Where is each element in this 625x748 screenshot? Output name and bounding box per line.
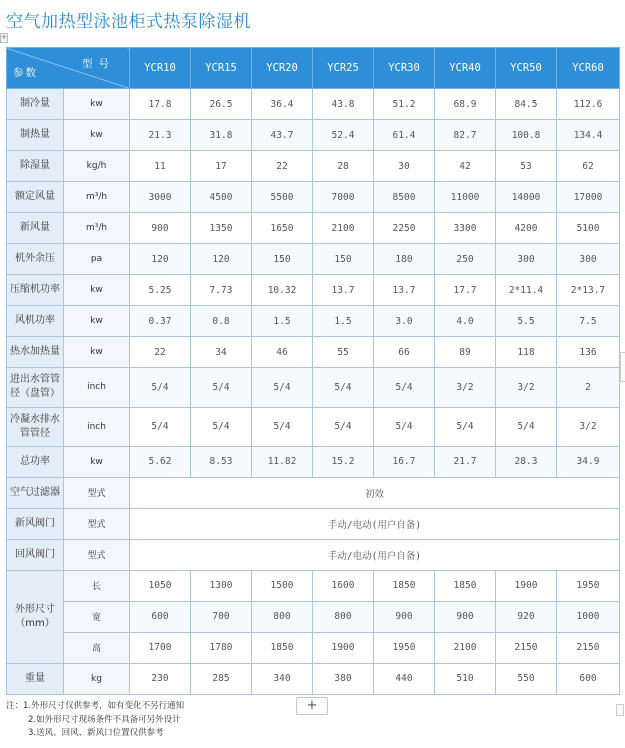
weight-row bbox=[7, 663, 620, 694]
value-cell: 1950 bbox=[374, 632, 435, 663]
model-header-cell: YCR40 bbox=[435, 48, 496, 89]
unit-cell: kw bbox=[64, 120, 130, 151]
value-cell: 2100 bbox=[313, 213, 374, 244]
unit-cell: pa bbox=[64, 244, 130, 275]
param-name-cell: 额定风量 bbox=[7, 182, 64, 213]
unit-cell: kw bbox=[64, 275, 130, 306]
value-cell: 5/4 bbox=[130, 407, 191, 446]
value-cell: 14000 bbox=[496, 182, 557, 213]
span-row bbox=[7, 539, 620, 570]
value-cell: 3.0 bbox=[374, 306, 435, 337]
value-cell: 1.5 bbox=[313, 306, 374, 337]
spanned-value-cell: 手动/电动(用户自备) bbox=[130, 539, 620, 570]
value-cell: 5/4 bbox=[130, 368, 191, 407]
value-cell: 1850 bbox=[374, 570, 435, 601]
value-cell: 180 bbox=[374, 244, 435, 275]
value-cell: 8500 bbox=[374, 182, 435, 213]
table-row bbox=[7, 407, 620, 446]
table-row bbox=[7, 213, 620, 244]
model-header-cell: YCR20 bbox=[252, 48, 313, 89]
value-cell: 134.4 bbox=[557, 120, 620, 151]
note-1: 注：1.外形尺寸仅供参考，如有变化不另行通知 bbox=[6, 701, 185, 711]
table-header-row bbox=[7, 48, 620, 89]
value-cell: 700 bbox=[191, 601, 252, 632]
value-cell: 3/2 bbox=[557, 407, 620, 446]
value-cell: 1700 bbox=[130, 632, 191, 663]
table-row bbox=[7, 89, 620, 120]
value-cell: 61.4 bbox=[374, 120, 435, 151]
unit-cell: inch bbox=[64, 368, 130, 407]
value-cell: 5.62 bbox=[130, 446, 191, 477]
value-cell: 5100 bbox=[557, 213, 620, 244]
value-cell: 1780 bbox=[191, 632, 252, 663]
value-cell: 2*13.7 bbox=[557, 275, 620, 306]
value-cell: 17.7 bbox=[435, 275, 496, 306]
value-cell: 7.73 bbox=[191, 275, 252, 306]
param-name-cell: 进出水管管径（盘管） bbox=[7, 368, 64, 407]
param-name-cell: 热水加热量 bbox=[7, 337, 64, 368]
note-2: 2.如外形尺寸现场条件不具备可另外设计 bbox=[28, 714, 181, 725]
param-name-cell: 总功率 bbox=[7, 446, 64, 477]
value-cell: 150 bbox=[313, 244, 374, 275]
model-header-cell: YCR25 bbox=[313, 48, 374, 89]
value-cell: 100.8 bbox=[496, 120, 557, 151]
spanned-value-cell: 初效 bbox=[130, 477, 620, 508]
value-cell: 1350 bbox=[191, 213, 252, 244]
value-cell: 13.7 bbox=[313, 275, 374, 306]
value-cell: 300 bbox=[496, 244, 557, 275]
value-cell: 3/2 bbox=[496, 368, 557, 407]
value-cell: 1300 bbox=[191, 570, 252, 601]
model-header-cell: YCR30 bbox=[374, 48, 435, 89]
unit-cell: m³/h bbox=[64, 213, 130, 244]
param-name-cell: 重量 bbox=[7, 663, 64, 694]
unit-cell: 宽 bbox=[64, 601, 130, 632]
value-cell: 440 bbox=[374, 663, 435, 694]
unit-cell: kw bbox=[64, 306, 130, 337]
param-name-cell: 冷凝水排水管管径 bbox=[7, 407, 64, 446]
value-cell: 600 bbox=[557, 663, 620, 694]
value-cell: 17.8 bbox=[130, 89, 191, 120]
value-cell: 230 bbox=[130, 663, 191, 694]
value-cell: 46 bbox=[252, 337, 313, 368]
value-cell: 89 bbox=[435, 337, 496, 368]
table-row bbox=[7, 275, 620, 306]
value-cell: 11 bbox=[130, 151, 191, 182]
value-cell: 150 bbox=[252, 244, 313, 275]
value-cell: 800 bbox=[313, 601, 374, 632]
value-cell: 1900 bbox=[496, 570, 557, 601]
notes bbox=[6, 700, 184, 741]
value-cell: 2150 bbox=[496, 632, 557, 663]
value-cell: 0.37 bbox=[130, 306, 191, 337]
value-cell: 1.5 bbox=[252, 306, 313, 337]
value-cell: 5.25 bbox=[130, 275, 191, 306]
value-cell: 4.0 bbox=[435, 306, 496, 337]
value-cell: 2 bbox=[557, 368, 620, 407]
value-cell: 380 bbox=[313, 663, 374, 694]
value-cell: 53 bbox=[496, 151, 557, 182]
note-3: 3.送风、回风、新风口位置仅供参考 bbox=[28, 728, 164, 738]
unit-cell: 型式 bbox=[64, 508, 130, 539]
value-cell: 5/4 bbox=[252, 407, 313, 446]
value-cell: 42 bbox=[435, 151, 496, 182]
spec-table bbox=[6, 47, 620, 695]
value-cell: 120 bbox=[130, 244, 191, 275]
value-cell: 3000 bbox=[130, 182, 191, 213]
value-cell: 8.53 bbox=[191, 446, 252, 477]
unit-cell: kg bbox=[64, 663, 130, 694]
value-cell: 1650 bbox=[252, 213, 313, 244]
table-row bbox=[7, 120, 620, 151]
value-cell: 84.5 bbox=[496, 89, 557, 120]
value-cell: 1950 bbox=[557, 570, 620, 601]
unit-cell: kg/h bbox=[64, 151, 130, 182]
param-name-cell: 制热量 bbox=[7, 120, 64, 151]
value-cell: 11.82 bbox=[252, 446, 313, 477]
spanned-value-cell: 手动/电动(用户自备) bbox=[130, 508, 620, 539]
value-cell: 5/4 bbox=[496, 407, 557, 446]
value-cell: 2250 bbox=[374, 213, 435, 244]
param-name-cell: 机外余压 bbox=[7, 244, 64, 275]
value-cell: 31.8 bbox=[191, 120, 252, 151]
unit-cell: kw bbox=[64, 337, 130, 368]
value-cell: 5.5 bbox=[496, 306, 557, 337]
value-cell: 340 bbox=[252, 663, 313, 694]
value-cell: 52.4 bbox=[313, 120, 374, 151]
model-header-cell: YCR50 bbox=[496, 48, 557, 89]
value-cell: 5/4 bbox=[191, 368, 252, 407]
model-label: 型号 bbox=[82, 58, 115, 70]
value-cell: 13.7 bbox=[374, 275, 435, 306]
table-row bbox=[7, 151, 620, 182]
value-cell: 34.9 bbox=[557, 446, 620, 477]
value-cell: 112.6 bbox=[557, 89, 620, 120]
value-cell: 51.2 bbox=[374, 89, 435, 120]
value-cell: 55 bbox=[313, 337, 374, 368]
value-cell: 5/4 bbox=[435, 407, 496, 446]
value-cell: 5/4 bbox=[252, 368, 313, 407]
value-cell: 285 bbox=[191, 663, 252, 694]
value-cell: 2*11.4 bbox=[496, 275, 557, 306]
value-cell: 1000 bbox=[557, 601, 620, 632]
param-label: 参数 bbox=[13, 67, 38, 80]
value-cell: 62 bbox=[557, 151, 620, 182]
expand-corner-button[interactable]: + bbox=[1, 33, 7, 41]
value-cell: 1500 bbox=[252, 570, 313, 601]
table-row bbox=[7, 337, 620, 368]
value-cell: 36.4 bbox=[252, 89, 313, 120]
value-cell: 11000 bbox=[435, 182, 496, 213]
value-cell: 43.8 bbox=[313, 89, 374, 120]
value-cell: 4200 bbox=[496, 213, 557, 244]
unit-cell: m³/h bbox=[64, 182, 130, 213]
table-row bbox=[7, 244, 620, 275]
value-cell: 5/4 bbox=[374, 407, 435, 446]
value-cell: 1850 bbox=[252, 632, 313, 663]
value-cell: 28.3 bbox=[496, 446, 557, 477]
unit-cell: kw bbox=[64, 89, 130, 120]
value-cell: 82.7 bbox=[435, 120, 496, 151]
value-cell: 920 bbox=[496, 601, 557, 632]
value-cell: 900 bbox=[130, 213, 191, 244]
value-cell: 136 bbox=[557, 337, 620, 368]
value-cell: 4500 bbox=[191, 182, 252, 213]
param-name-cell: 新风阀门 bbox=[7, 508, 64, 539]
value-cell: 900 bbox=[435, 601, 496, 632]
value-cell: 66 bbox=[374, 337, 435, 368]
value-cell: 34 bbox=[191, 337, 252, 368]
value-cell: 0.8 bbox=[191, 306, 252, 337]
value-cell: 5/4 bbox=[374, 368, 435, 407]
model-header-cell: YCR15 bbox=[191, 48, 252, 89]
model-header-cell: YCR60 bbox=[557, 48, 620, 89]
add-button[interactable]: + bbox=[296, 697, 328, 715]
value-cell: 5500 bbox=[252, 182, 313, 213]
unit-cell: 型式 bbox=[64, 539, 130, 570]
value-cell: 800 bbox=[252, 601, 313, 632]
unit-cell: kw bbox=[64, 446, 130, 477]
value-cell: 28 bbox=[313, 151, 374, 182]
value-cell: 2150 bbox=[557, 632, 620, 663]
unit-cell: inch bbox=[64, 407, 130, 446]
unit-cell: 长 bbox=[64, 570, 130, 601]
value-cell: 17 bbox=[191, 151, 252, 182]
param-name-cell: 压缩机功率 bbox=[7, 275, 64, 306]
table-row bbox=[7, 368, 620, 407]
value-cell: 30 bbox=[374, 151, 435, 182]
value-cell: 550 bbox=[496, 663, 557, 694]
value-cell: 1050 bbox=[130, 570, 191, 601]
unit-cell: 型式 bbox=[64, 477, 130, 508]
param-name-cell: 风机功率 bbox=[7, 306, 64, 337]
page-title: 空气加热型泳池柜式热泵除湿机 bbox=[6, 12, 251, 32]
value-cell: 250 bbox=[435, 244, 496, 275]
param-name-cell: 新风量 bbox=[7, 213, 64, 244]
param-name-cell: 空气过滤器 bbox=[7, 477, 64, 508]
param-name-cell: 制冷量 bbox=[7, 89, 64, 120]
value-cell: 15.2 bbox=[313, 446, 374, 477]
table-row bbox=[7, 446, 620, 477]
value-cell: 17000 bbox=[557, 182, 620, 213]
value-cell: 21.3 bbox=[130, 120, 191, 151]
model-header-cell: YCR10 bbox=[130, 48, 191, 89]
value-cell: 1850 bbox=[435, 570, 496, 601]
value-cell: 2100 bbox=[435, 632, 496, 663]
value-cell: 1600 bbox=[313, 570, 374, 601]
value-cell: 5/4 bbox=[313, 407, 374, 446]
value-cell: 120 bbox=[191, 244, 252, 275]
value-cell: 600 bbox=[130, 601, 191, 632]
dimension-row bbox=[7, 570, 620, 601]
dimension-param-cell: 外形尺寸（mm） bbox=[7, 570, 64, 663]
param-name-cell: 回风阀门 bbox=[7, 539, 64, 570]
value-cell: 7.5 bbox=[557, 306, 620, 337]
dimension-row bbox=[7, 632, 620, 663]
value-cell: 26.5 bbox=[191, 89, 252, 120]
value-cell: 16.7 bbox=[374, 446, 435, 477]
value-cell: 5/4 bbox=[191, 407, 252, 446]
value-cell: 68.9 bbox=[435, 89, 496, 120]
value-cell: 10.32 bbox=[252, 275, 313, 306]
table-row bbox=[7, 306, 620, 337]
span-row bbox=[7, 477, 620, 508]
dimension-row bbox=[7, 601, 620, 632]
value-cell: 1900 bbox=[313, 632, 374, 663]
param-name-cell: 除湿量 bbox=[7, 151, 64, 182]
value-cell: 510 bbox=[435, 663, 496, 694]
value-cell: 3300 bbox=[435, 213, 496, 244]
value-cell: 3/2 bbox=[435, 368, 496, 407]
side-scroll-handle[interactable] bbox=[620, 352, 625, 382]
value-cell: 22 bbox=[252, 151, 313, 182]
value-cell: 300 bbox=[557, 244, 620, 275]
value-cell: 118 bbox=[496, 337, 557, 368]
value-cell: 43.7 bbox=[252, 120, 313, 151]
table-row bbox=[7, 182, 620, 213]
value-cell: 21.7 bbox=[435, 446, 496, 477]
value-cell: 7000 bbox=[313, 182, 374, 213]
header-corner-cell bbox=[7, 48, 130, 89]
span-row bbox=[7, 508, 620, 539]
value-cell: 900 bbox=[374, 601, 435, 632]
resize-handle[interactable] bbox=[616, 704, 624, 716]
unit-cell: 高 bbox=[64, 632, 130, 663]
value-cell: 22 bbox=[130, 337, 191, 368]
value-cell: 5/4 bbox=[313, 368, 374, 407]
